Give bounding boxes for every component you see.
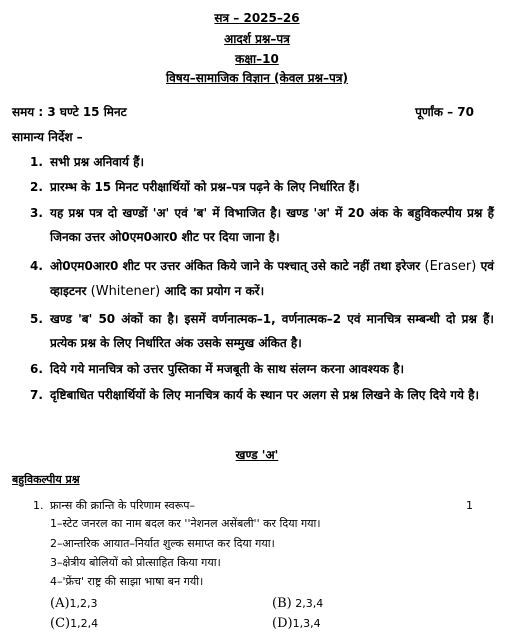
instruction-number: 6. <box>30 362 43 376</box>
option-label: (A) <box>50 596 70 611</box>
section-heading: खण्ड 'अ' <box>235 448 279 462</box>
session-heading: सत्र – 2025–26 <box>214 11 300 25</box>
option-b <box>272 596 323 611</box>
question-statement: 3–क्षेत्रीय बोलियों को प्रोत्साहित किया गया। <box>50 556 221 569</box>
question-statement: 1–स्टेट जनरल का नाम बदल कर ''नेशनल असेंबली'' कर दिया गया। <box>50 517 321 530</box>
instruction-text-part: आदि का प्रयोग न करें। <box>160 284 265 298</box>
instruction-text: सभी प्रश्न अनिवार्य हैं। <box>50 155 145 169</box>
subject-heading: विषय–सामाजिक विज्ञान (केवल प्रश्न–पत्र) <box>166 71 348 85</box>
max-marks-label: पूर्णांक – 70 <box>415 105 474 119</box>
time-label: समय : 3 घण्टे 15 मिनट <box>12 105 127 119</box>
instruction-text: दिये गये मानचित्र को उत्तर पुस्तिका में मजबूती के साथ संलग्न करना आवश्यक है। <box>50 362 405 376</box>
instruction-text-part: ओ0एम0आर0 शीट पर उत्तर अंकित किये जाने के पश्चात् उसे काटे नहीं तथा इरेजर <box>50 259 421 273</box>
instruction-item <box>24 357 494 381</box>
option-label: (C) <box>50 616 71 631</box>
question-number: 1. <box>33 499 44 512</box>
option-label: (D) <box>272 616 293 631</box>
instruction-text: यह प्रश्न पत्र दो खण्डों 'अ' एवं 'ब' में विभाजित है। खण्ड 'अ' में 20 अंक के बहुविकल्पीय प्रश्न हैं जिनका उत्तर ओ0एम0आर0 शीट पर दिया जाना है। <box>50 206 494 244</box>
question-stem: फ्रान्स की क्रान्ति के परिणाम स्वरूप– <box>50 499 196 512</box>
instruction-text: दृष्टिबाधित परीक्षार्थियों के लिए मानचित्र कार्य के स्थान पर अलग से प्रश्न लिखने के लिए दिये गये है। <box>50 388 480 402</box>
class-heading: कक्षा–10 <box>235 52 279 66</box>
instruction-number: 3. <box>30 206 43 220</box>
instruction-item <box>24 307 494 355</box>
instruction-item <box>24 150 494 174</box>
instruction-item <box>24 201 494 249</box>
eraser-term: (Eraser) <box>424 259 477 274</box>
option-a <box>50 596 98 611</box>
option-label: (B) <box>272 596 292 611</box>
option-value: 1,2,4 <box>70 617 99 630</box>
instruction-number: 1. <box>30 155 43 169</box>
question-marks: 1 <box>466 499 473 512</box>
option-value: 1,2,3 <box>69 597 98 610</box>
option-d <box>272 616 321 631</box>
instruction-item <box>24 175 494 199</box>
instruction-text: प्रारम्भ के 15 मिनट परीक्षार्थियों को प्रश्न–पत्र पढ़ने के लिए निर्धारित हैं। <box>50 180 360 194</box>
instruction-item <box>24 383 494 407</box>
instruction-text <box>50 254 494 304</box>
instruction-number: 4. <box>30 259 43 273</box>
option-value: 2,3,4 <box>291 597 324 610</box>
question-statement: 2–आन्तरिक आयात–निर्यात शुल्क समाप्त कर दिया गया। <box>50 537 275 550</box>
instructions-title: सामान्य निर्देश – <box>12 130 83 144</box>
instruction-number: 2. <box>30 180 43 194</box>
whitener-term: (Whitener) <box>90 284 161 299</box>
paper-type-heading: आदर्श प्रश्न–पत्र <box>224 32 290 46</box>
question-statement: 4–'फ्रेंच' राष्ट्र की साझा भाषा बन गयी। <box>50 575 204 588</box>
instruction-item <box>24 254 494 304</box>
instruction-number: 7. <box>30 388 43 402</box>
option-value: 1,3,4 <box>292 617 321 630</box>
instruction-number: 5. <box>30 312 43 326</box>
instruction-text-part: एवं व्हाइटनर <box>50 259 494 298</box>
instruction-text: खण्ड 'ब' 50 अंकों का है। इसमें वर्णनात्मक–1, वर्णनात्मक–2 एवं मानचित्र सम्बन्धी दो प्रश्न हैं। प्रत्येक प्रश्न के लिए निर्धारित अंक उसके सम्मुख अंकित है। <box>50 312 494 350</box>
option-c <box>50 616 98 631</box>
mcq-heading: बहुविकल्पीय प्रश्न <box>12 473 80 486</box>
